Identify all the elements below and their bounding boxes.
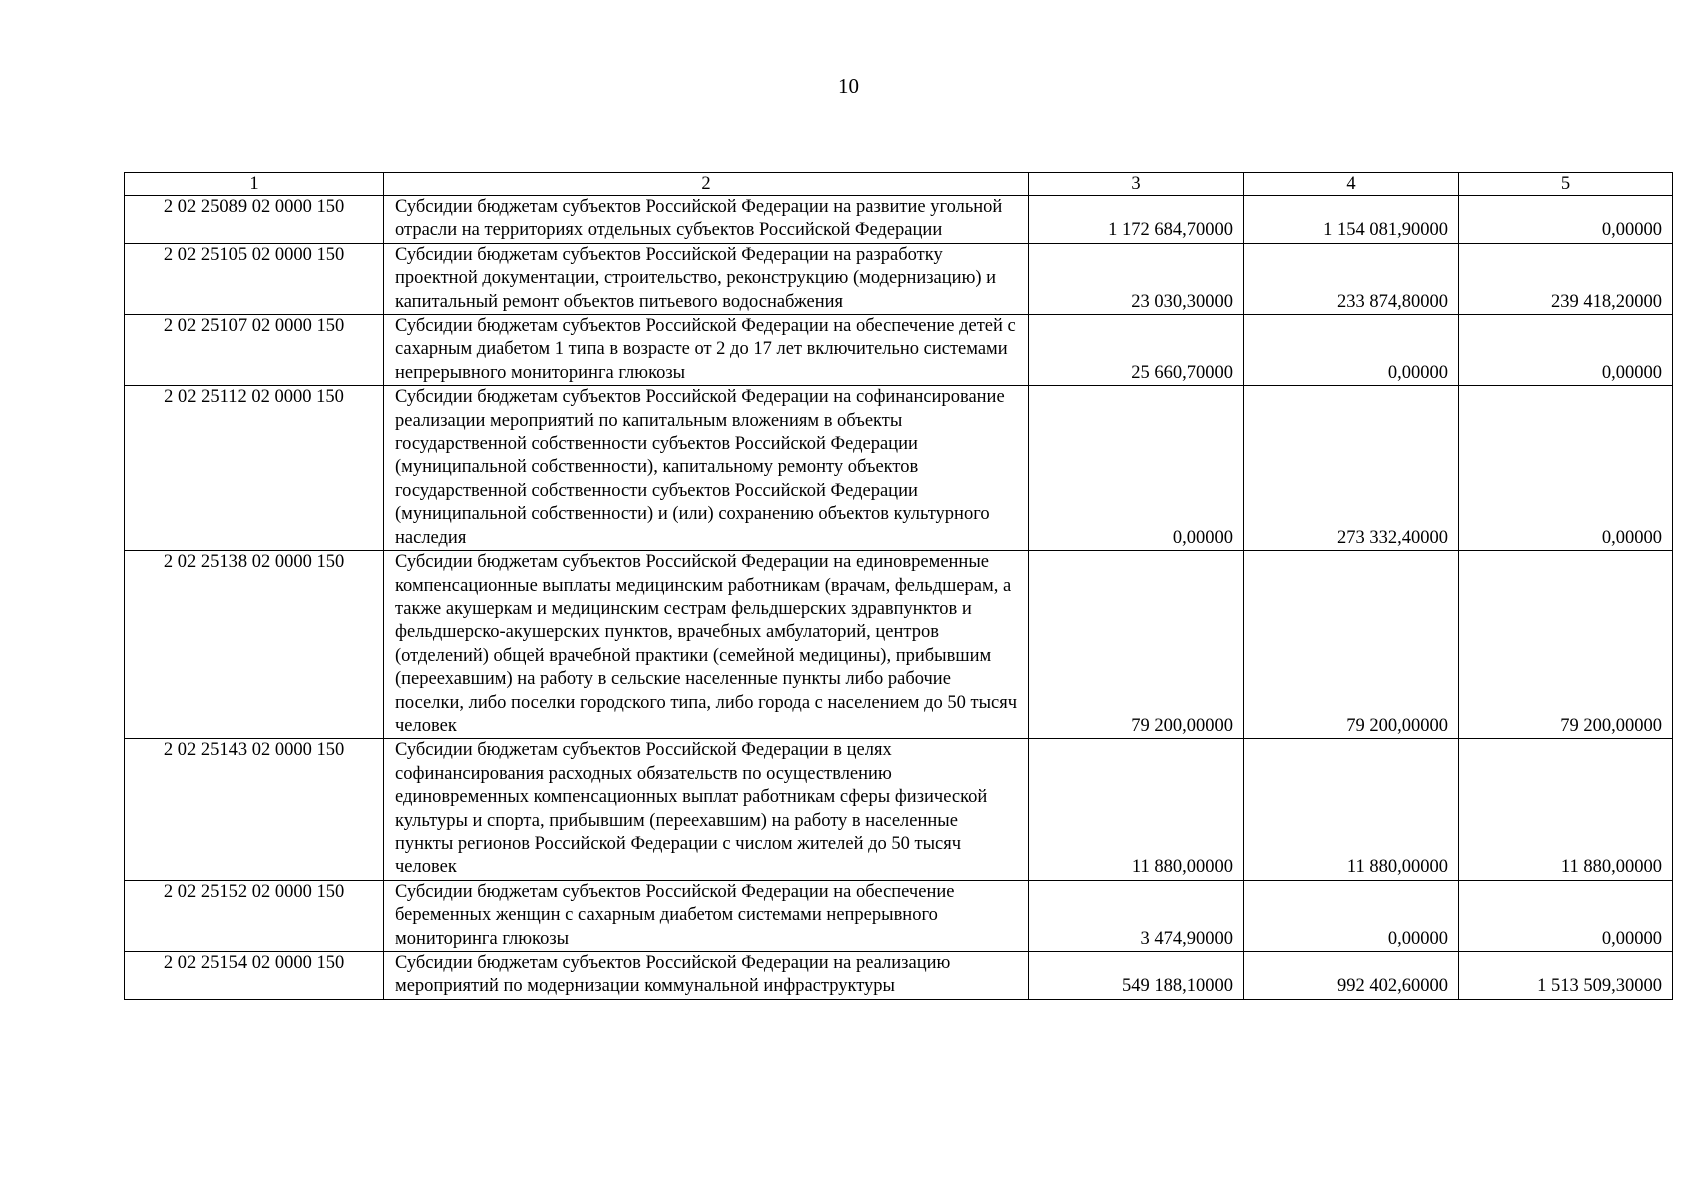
row-code: 2 02 25154 02 0000 150 xyxy=(125,952,384,1000)
column-header-1: 1 xyxy=(125,173,384,196)
row-code: 2 02 25112 02 0000 150 xyxy=(125,386,384,551)
row-value-col4: 0,00000 xyxy=(1244,315,1459,386)
row-description: Субсидии бюджетам субъектов Российской Федерации на обеспечение детей с сахарным диабетом 1 типа в возрасте от 2 до 17 лет включительно системами непрерывного мониторинга глюкозы xyxy=(384,315,1029,386)
row-value-col4: 11 880,00000 xyxy=(1244,739,1459,880)
table-row xyxy=(125,739,1673,880)
row-description: Субсидии бюджетам субъектов Российской Федерации на обеспечение беременных женщин с сахарным диабетом системами непрерывного мониторинга глюкозы xyxy=(384,880,1029,951)
row-value-col5: 1 513 509,30000 xyxy=(1459,952,1673,1000)
row-value-col3: 25 660,70000 xyxy=(1029,315,1244,386)
column-header-2: 2 xyxy=(384,173,1029,196)
row-value-col3: 1 172 684,70000 xyxy=(1029,196,1244,244)
row-value-col3: 79 200,00000 xyxy=(1029,551,1244,739)
row-value-col5: 0,00000 xyxy=(1459,880,1673,951)
row-value-col5: 0,00000 xyxy=(1459,315,1673,386)
row-value-col5: 0,00000 xyxy=(1459,196,1673,244)
table-row xyxy=(125,880,1673,951)
row-description: Субсидии бюджетам субъектов Российской Федерации на реализацию мероприятий по модернизации коммунальной инфраструктуры xyxy=(384,952,1029,1000)
table-row xyxy=(125,386,1673,551)
row-description: Субсидии бюджетам субъектов Российской Федерации в целях софинансирования расходных обязательств по осуществлению единовременных компенсационных выплат работникам сферы физической культуры и спорта, прибывшим (переехавшим) на работу в населенные пункты регионов Российской Федерации с числом жителей до 50 тысяч человек xyxy=(384,739,1029,880)
row-code: 2 02 25107 02 0000 150 xyxy=(125,315,384,386)
row-value-col4: 0,00000 xyxy=(1244,880,1459,951)
row-description: Субсидии бюджетам субъектов Российской Федерации на софинансирование реализации мероприятий по капитальным вложениям в объекты государственной собственности субъектов Российской Федерации (муниципальной собственности), капитальному ремонту объектов государственной собственности субъектов Российской Федерации (муниципальной собственности) и (или) сохранению объектов культурного наследия xyxy=(384,386,1029,551)
row-description: Субсидии бюджетам субъектов Российской Федерации на развитие угольной отрасли на территориях отдельных субъектов Российской Федерации xyxy=(384,196,1029,244)
row-code: 2 02 25143 02 0000 150 xyxy=(125,739,384,880)
column-header-3: 3 xyxy=(1029,173,1244,196)
column-header-4: 4 xyxy=(1244,173,1459,196)
table-row xyxy=(125,315,1673,386)
column-header-5: 5 xyxy=(1459,173,1673,196)
row-value-col4: 1 154 081,90000 xyxy=(1244,196,1459,244)
row-code: 2 02 25138 02 0000 150 xyxy=(125,551,384,739)
row-value-col3: 11 880,00000 xyxy=(1029,739,1244,880)
row-value-col5: 239 418,20000 xyxy=(1459,243,1673,314)
budget-table xyxy=(124,172,1673,1000)
row-value-col3: 23 030,30000 xyxy=(1029,243,1244,314)
row-code: 2 02 25152 02 0000 150 xyxy=(125,880,384,951)
row-value-col5: 79 200,00000 xyxy=(1459,551,1673,739)
row-value-col4: 233 874,80000 xyxy=(1244,243,1459,314)
row-value-col4: 273 332,40000 xyxy=(1244,386,1459,551)
row-value-col3: 549 188,10000 xyxy=(1029,952,1244,1000)
row-value-col5: 11 880,00000 xyxy=(1459,739,1673,880)
row-value-col3: 0,00000 xyxy=(1029,386,1244,551)
row-code: 2 02 25105 02 0000 150 xyxy=(125,243,384,314)
table-row xyxy=(125,196,1673,244)
row-value-col4: 992 402,60000 xyxy=(1244,952,1459,1000)
header-row xyxy=(125,173,1673,196)
table-row xyxy=(125,551,1673,739)
table-row xyxy=(125,952,1673,1000)
row-value-col3: 3 474,90000 xyxy=(1029,880,1244,951)
row-value-col4: 79 200,00000 xyxy=(1244,551,1459,739)
row-description: Субсидии бюджетам субъектов Российской Федерации на единовременные компенсационные выплаты медицинским работникам (врачам, фельдшерам, а также акушеркам и медицинским сестрам фельдшерских здравпунктов и фельдшерско-акушерских пунктов, врачебных амбулаторий, центров (отделений) общей врачебной практики (семейной медицины), прибывшим (переехавшим) на работу в сельские населенные пункты либо рабочие поселки, либо поселки городского типа, либо города с населением до 50 тысяч человек xyxy=(384,551,1029,739)
row-value-col5: 0,00000 xyxy=(1459,386,1673,551)
row-description: Субсидии бюджетам субъектов Российской Федерации на разработку проектной документации, строительство, реконструкцию (модернизацию) и капитальный ремонт объектов питьевого водоснабжения xyxy=(384,243,1029,314)
table-row xyxy=(125,243,1673,314)
page-number: 10 xyxy=(838,74,859,98)
row-code: 2 02 25089 02 0000 150 xyxy=(125,196,384,244)
